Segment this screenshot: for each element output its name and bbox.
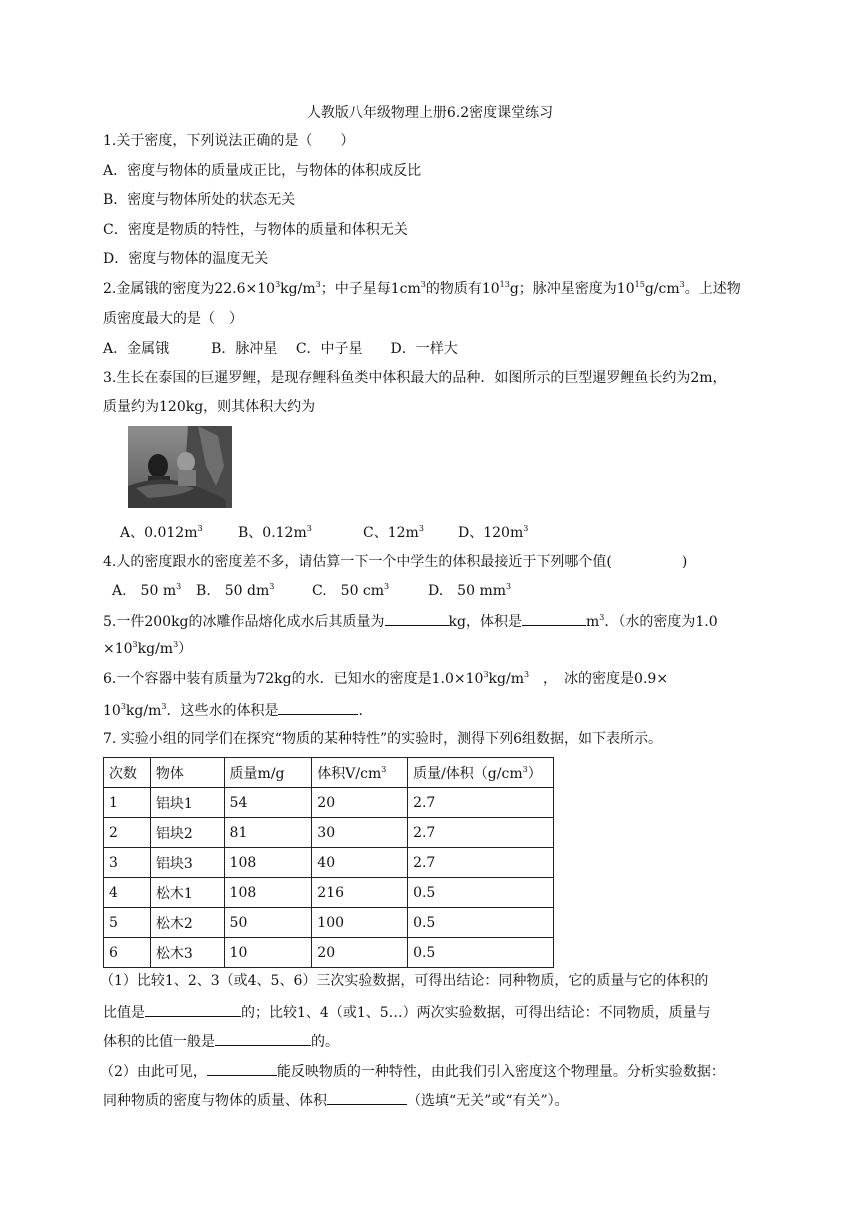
table-cell: 松木2 [150,908,224,938]
q7-blank-relation[interactable] [327,1090,407,1105]
q4-sup: 3 [176,582,182,591]
q4-option-d-text: D. 50 mm [428,583,506,599]
table-cell: 2.7 [408,788,554,818]
q4-option-b [196,582,274,600]
q2-sup-15: 15 [634,280,645,289]
q7-text-sub2-d: （选填“无关”或“有关”）。 [407,1093,569,1109]
table-cell: 4 [104,878,151,908]
q2-text-a: 2.金属锇的密度为22.6×10 [103,281,276,297]
q1-option-a: A．密度与物体的质量成正比，与物体的体积成反比 [103,163,422,179]
table-cell: 20 [312,788,408,818]
q2-sup: 3 [275,280,281,289]
q7-text-sub2-a: （2）由此可见， [100,1064,207,1080]
header-sup: 3 [381,764,387,774]
q5-blank-volume[interactable] [522,611,586,626]
q5-text-3: m [585,614,600,630]
table-cell: 10 [224,938,312,968]
q3-option-a [120,524,203,542]
q2-text-b: kg/m [280,281,316,297]
q6-text-6: ．这些水的体积是 [166,703,279,719]
table-cell: 108 [224,848,312,878]
table-cell: 2.7 [408,848,554,878]
table-cell: 6 [104,938,151,968]
q3-line2: 质量约为120kg，则其体积大约为 [103,399,316,415]
table-cell: 铝块3 [150,848,224,878]
header-volume-text: 体积V/cm [317,765,382,782]
q7-text-ratio-c: 体积的比值一般是 [103,1034,215,1050]
table-cell: 0.5 [408,938,554,968]
q1-stem: 1.关于密度，下列说法正确的是（ ） [103,133,355,149]
q5-text-6: kg/m [137,641,174,657]
q6-sup: 3 [523,670,530,679]
table-header-cell [408,758,554,788]
q6-text-5: kg/m [125,703,162,719]
table-cell: 50 [224,908,312,938]
table-cell: 2.7 [408,818,554,848]
table-header-cell [312,758,408,788]
q3-option-c [363,524,424,542]
q2-line1 [103,280,741,298]
q2-line2: 质密度最大的是（ ） [103,311,243,327]
q7-text-sub2-c: 同种物质的密度与物体的质量、体积 [103,1093,327,1109]
q7-sub1-line3 [103,1031,339,1051]
table-header-cell: 次数 [104,758,151,788]
table-cell: 0.5 [408,908,554,938]
q6-line1 [103,670,668,688]
q4-sup: 3 [384,582,390,591]
q5-line1 [103,611,718,631]
table-row [104,848,554,878]
q2-text-c: ；中子星每1cm [320,281,421,297]
q2-sup: 3 [420,280,426,289]
q7-sub2-line2 [103,1090,569,1110]
q4-stem: 4.人的密度跟水的密度差不多，请估算一下一个中学生的体积最接近于下列哪个值( ) [103,554,688,570]
q6-sup: 3 [120,702,126,711]
q4-option-c-text: C. 50 cm [312,583,385,599]
q2-text-g: 。上述物 [684,281,741,297]
table-row [104,878,554,908]
q7-text-ratio-b: 的；比较1、4（或1、5…）两次实验数据，可得出结论：不同物质，质量与 [241,1005,711,1021]
q7-blank-property[interactable] [207,1061,277,1076]
table-cell: 216 [312,878,408,908]
q3-option-c-text: C、12m [363,525,419,541]
q4-sup: 3 [506,582,512,591]
q3-option-b-text: B、0.12m [238,525,307,541]
table-row [104,788,554,818]
table-cell: 松木1 [150,878,224,908]
table-cell: 108 [224,878,312,908]
q3-sup: 3 [523,524,529,533]
table-cell: 54 [224,788,312,818]
table-cell: 铝块2 [150,818,224,848]
q3-option-d-text: D、120m [458,525,524,541]
q6-sup: 3 [161,702,167,711]
q5-blank-mass[interactable] [385,611,449,626]
table-row [104,818,554,848]
q4-option-a [112,582,181,600]
fish-photo-image [128,426,232,508]
q7-stem: 7. 实验小组的同学们在探究“物质的某种特性”的实验时，测得下列6组数据，如下表所示。 [103,731,663,747]
q6-text-2: kg/m [488,671,524,687]
q5-text-5: ×10 [103,641,133,657]
header-ratio-suffix: ） [527,765,542,782]
q5-text-4: ．（水的密度为1.0 [604,614,718,630]
table-cell: 30 [312,818,408,848]
data-table [103,757,554,968]
q6-blank-volume[interactable] [278,700,358,715]
q3-sup: 3 [418,524,424,533]
q1-option-c: C．密度是物质的特性，与物体的质量和体积无关 [103,222,408,238]
q3-line1: 3.生长在泰国的巨暹罗鲤，是现存鲤科鱼类中体积最大的品种．如图所示的巨型暹罗鲤鱼长约为2m， [103,370,727,386]
q7-sub1-line1: （1）比较1、2、3（或4、5、6）三次实验数据，可得出结论：同种物质，它的质量与它的体积的 [100,973,709,989]
q4-option-b-text: B. 50 dm [196,583,270,599]
table-cell: 1 [104,788,151,818]
q7-blank-diff-ratio[interactable] [215,1031,311,1046]
table-header-cell: 质量m/g [224,758,312,788]
q5-sup: 3 [599,613,605,622]
table-cell: 100 [312,908,408,938]
q5-line2 [103,640,192,658]
table-cell: 3 [104,848,151,878]
table-header-cell: 物体 [150,758,224,788]
q4-option-d [428,582,511,600]
q3-sup: 3 [197,524,203,533]
q7-sub1-line2 [103,1002,711,1022]
q3-sup: 3 [306,524,312,533]
q6-text-1: 6.一个容器中装有质量为72kg的水．已知水的密度是1.0×10 [103,671,484,687]
q2-sup: 3 [679,280,685,289]
q6-text-3: ， 冰的密度是0.9× [529,671,669,687]
table-cell: 40 [312,848,408,878]
q5-text-1: 5.一件200kg的冰雕作品熔化成水后其质量为 [103,614,385,630]
q5-sup: 3 [132,640,138,649]
q1-option-b: B．密度与物体所处的状态无关 [103,192,296,208]
header-ratio-text: 质量/体积（g/cm [413,765,523,782]
table-cell: 松木3 [150,938,224,968]
q2-text-e: g；脉冲星密度为10 [509,281,635,297]
q5-text-7: ） [178,641,193,657]
table-cell: 0.5 [408,878,554,908]
q4-option-a-text: A. 50 m [112,583,177,599]
q5-sup: 3 [173,640,179,649]
table-cell: 5 [104,908,151,938]
q3-option-b [238,524,312,542]
q5-text-2: kg，体积是 [448,614,522,630]
q2-sup-13: 13 [499,280,510,289]
q6-line2 [103,700,372,720]
q7-text-ratio-a: 比值是 [103,1005,145,1021]
q7-text-sub2-b: 能反映物质的一种特性，由此我们引入密度这个物理量。分析实验数据： [276,1064,725,1080]
q7-text-ratio-d: 的。 [311,1034,339,1050]
table-row [104,908,554,938]
q3-option-d [458,524,528,542]
q6-text-4: 10 [103,703,121,719]
q2-text-f: g/cm [644,281,680,297]
q7-blank-same-ratio[interactable] [145,1002,241,1017]
table-cell: 20 [312,938,408,968]
q6-text-7: ． [358,703,373,719]
q2-options: A．金属锇 B．脉冲星 C．中子星 D．一样大 [103,341,458,357]
table-cell: 81 [224,818,312,848]
q4-option-c [312,582,389,600]
q6-sup: 3 [483,670,489,679]
q2-text-d: 的物质有10 [425,281,500,297]
page-title: 人教版八年级物理上册6.2密度课堂练习 [306,105,554,121]
q7-sub2-line1 [100,1061,725,1081]
q3-option-a-text: A、0.012m [120,525,198,541]
table-row [104,938,554,968]
table-header-row [104,758,554,788]
table-cell: 铝块1 [150,788,224,818]
q1-option-d: D．密度与物体的温度无关 [103,251,269,267]
header-sup: 3 [522,764,528,774]
q4-sup: 3 [269,582,275,591]
q2-sup: 3 [315,280,321,289]
table-cell: 2 [104,818,151,848]
